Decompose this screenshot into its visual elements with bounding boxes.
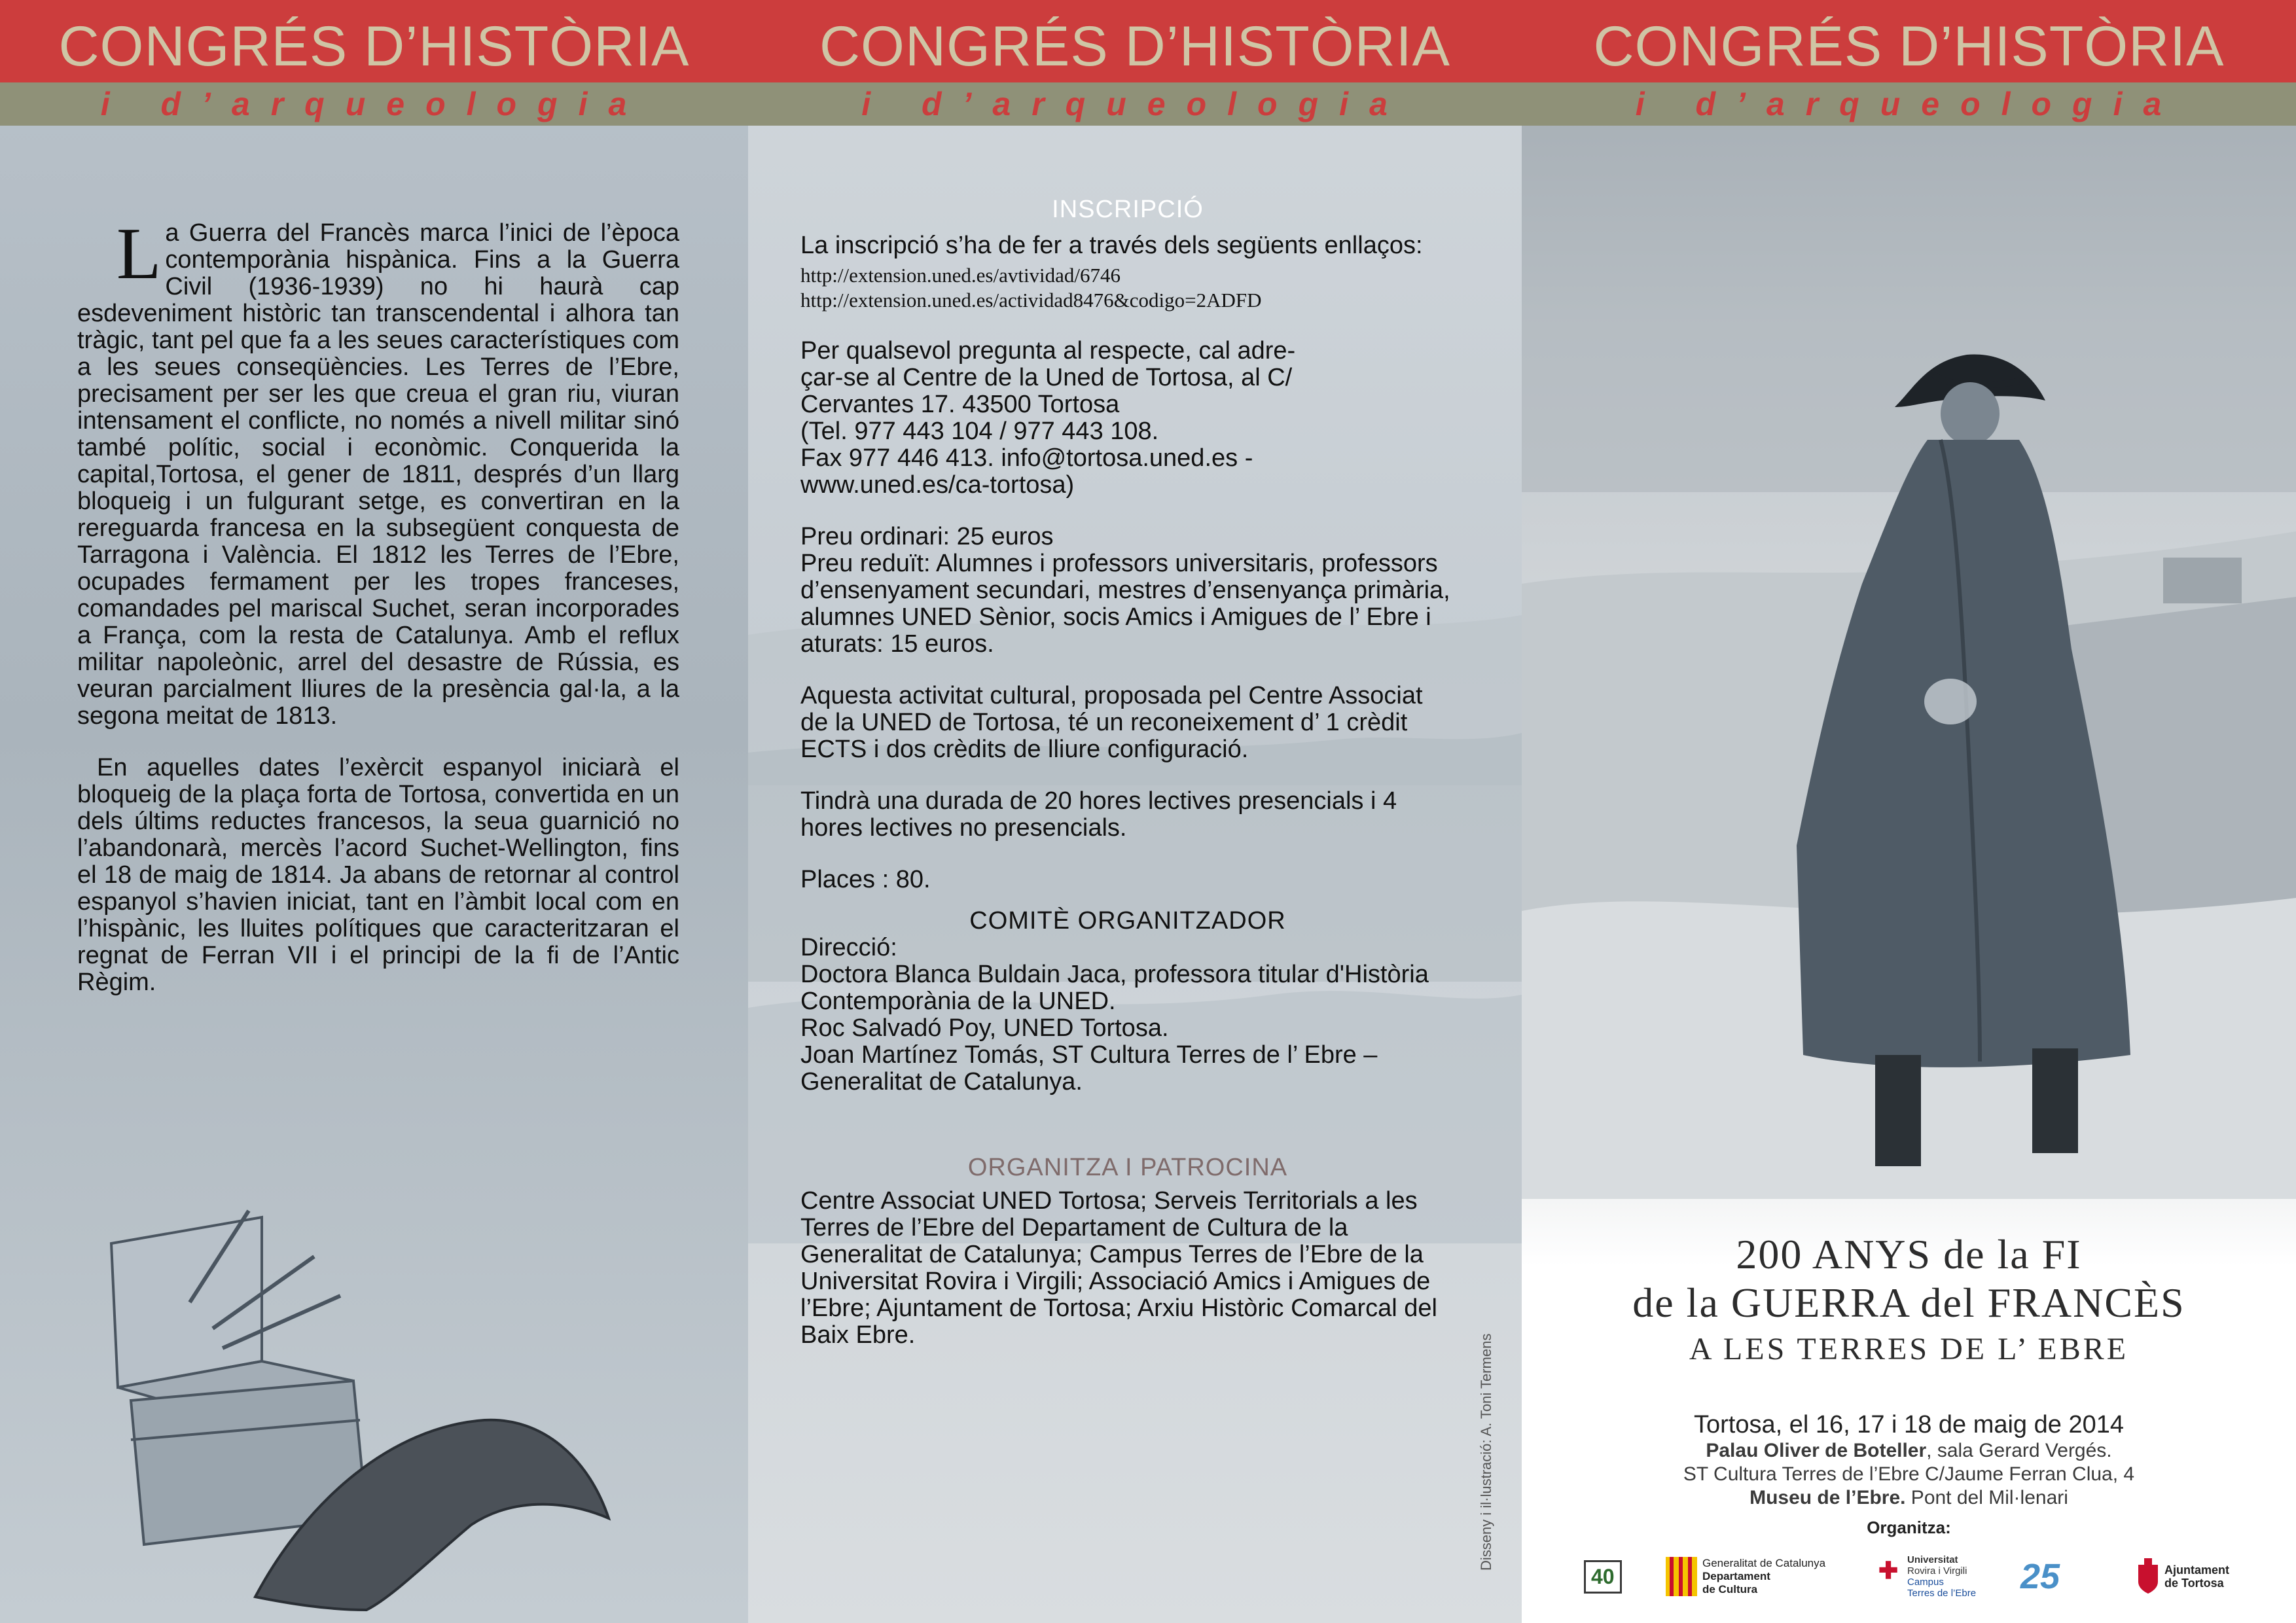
middle-panel — [748, 0, 1522, 1623]
contact-line-6: www.uned.es/ca-tortosa) — [800, 471, 1075, 499]
logo-40-mark: 40 — [1584, 1560, 1622, 1594]
price-ordinary: Preu ordinari: 25 euros — [800, 523, 1054, 550]
congress-subtitle: i d’arqueologia — [100, 86, 648, 122]
congress-subtitle: i d’arqueologia — [861, 86, 1408, 122]
congress-title: CONGRÉS D’HISTÒRIA — [1593, 15, 2225, 78]
chest-hat-illustration — [92, 1191, 648, 1610]
committee-line-1: Direcció: — [800, 934, 897, 961]
poster-title — [1522, 1230, 2296, 1372]
inscription-link-2[interactable]: http://extension.uned.es/actividad8476&codigo=2ADFD — [800, 289, 1262, 312]
committee-line-3: Roc Salvadó Poy, UNED Tortosa. — [800, 1014, 1169, 1042]
generalitat-line-1: Generalitat de Catalunya — [1702, 1557, 1826, 1569]
duration-text: Tindrà una durada de 20 hores lectives presencials i 4 hores lectives no presencials. — [800, 787, 1397, 842]
generalitat-flag-icon — [1666, 1557, 1697, 1596]
urv-emblem-icon: ✚ — [1878, 1557, 1899, 1584]
venue2: ST Cultura Terres de l’Ebre C/Jaume Ferran Clua, 4 — [1683, 1463, 2135, 1485]
organitza-label: Organitza: — [1867, 1518, 1951, 1537]
logo-25-mark: 25 — [2020, 1557, 2060, 1596]
urv-line-1: Universitat — [1907, 1554, 1958, 1565]
tortosa-crest-icon — [2137, 1558, 2159, 1595]
inscription-intro: La inscripció s’ha de fer a través dels següents enllaços: — [800, 232, 1423, 259]
congress-title: CONGRÉS D’HISTÒRIA — [819, 15, 1451, 78]
logo-ajuntament-tortosa — [2137, 1551, 2229, 1602]
ajuntament-line-2: de Tortosa — [2164, 1577, 2224, 1590]
inscription-link-1[interactable]: http://extension.uned.es/avtividad/6746 — [800, 264, 1121, 287]
logo-urv — [1878, 1551, 1976, 1602]
venue3-name: Museu de l’Ebre. — [1749, 1487, 1906, 1508]
napoleon-illustration — [1522, 126, 2296, 1199]
committee-title: COMITÈ ORGANITZADOR — [969, 907, 1286, 935]
napoleon-coat — [1797, 440, 2130, 1067]
title-line-1: 200 ANYS de la FI — [1736, 1231, 2082, 1277]
contact-line-4: (Tel. 977 443 104 / 977 443 108. — [800, 418, 1159, 445]
inscription-title: INSCRIPCIÓ — [1052, 196, 1204, 223]
venue3-location: Pont del Mil·lenari — [1905, 1487, 2068, 1508]
event-details — [1522, 1410, 2296, 1538]
contact-line-3: Cervantes 17. 43500 Tortosa — [800, 391, 1120, 418]
venue1-name: Palau Oliver de Boteller — [1706, 1440, 1927, 1461]
congress-title: CONGRÉS D’HISTÒRIA — [58, 15, 690, 78]
contact-line-1: Per qualsevol pregunta al respecte, cal adre- — [800, 337, 1296, 365]
credits-text: Aquesta activitat cultural, proposada pel Centre Associat de la UNED de Tortosa, té un reconeixement d’ 1 crèdit ECTS i dos crèdits de lliure configuració. — [800, 682, 1423, 763]
venue1-room: , sala Gerard Vergés. — [1926, 1440, 2112, 1461]
info-column — [800, 196, 1455, 1349]
intro-paragraph-1: a Guerra del Francès marca l’inici de l’època contemporània hispànica. Fins a la Guerra Civil (1936-1939) no hi haurà cap esdeveniment històric tan transcendental i alhora tan tràgic, tant pel que fa a les seues característiques com a les seues conseqüències. Les Terres de l’Ebre, precisament per ser les que creua el gran riu, viuran intensament el conflicte, no només a nivell militar sinó també polític, social i econòmic. Conquerida la capital,Tortosa, el gener de 1811, després d’un llarg bloqueig i un fulgurant setge, es convertiran en la rereguarda francesa en la subsegüent conquesta de Tarragona i València. El 1812 les Terres de l’Ebre, ocupades fermament per les tropes franceses, comandades pel mariscal Suchet, seran incorporades a França, com la resta de Catalunya. Amb el reflux militar napoleònic, arrel del desastre de Rússia, es veuran parcialment lliures de la presència gal·la, a la segona meitat de 1813. — [77, 219, 679, 730]
contact-line-5: Fax 977 446 413. info@tortosa.uned.es - — [800, 444, 1253, 472]
urv-line-2: Rovira i Virgili — [1907, 1565, 1967, 1577]
places-text: Places : 80. — [800, 866, 931, 893]
sponsor-text: Centre Associat UNED Tortosa; Serveis Territorials a les Terres de l’Ebre del Departament de Cultura de la Generalitat de Catalunya; Campus Terres de l’Ebre de la Universitat Rovira i Virgili; Associació Amics i Amigues de l’Ebre; Ajuntament de Tortosa; Arxiu Històric Comarcal del Baix Ebre. — [800, 1187, 1437, 1349]
urv-line-3: Campus — [1907, 1577, 1944, 1588]
intro-text — [77, 213, 679, 996]
design-credits: Disseny i il·lustració: A. Toni Termens — [1478, 1333, 1494, 1571]
price-reduced: Preu reduït: Alumnes i professors universitaris, professors d’ensenyament secundari, mestres d’ensenyança primària, alumnes UNED Sènior, socis Amics i Amigues de l’ Ebre i aturats: 15 euros. — [800, 550, 1450, 658]
sponsor-title: ORGANITZA I PATROCINA — [967, 1154, 1288, 1181]
contact-line-2: çar-se al Centre de la Uned de Tortosa, al C/ — [800, 364, 1293, 391]
dropcap: L — [117, 213, 162, 294]
generalitat-line-3: de Cultura — [1702, 1583, 1758, 1596]
intro-paragraph-2: En aquelles dates l’exèrcit espanyol iniciarà el bloqueig de la plaça forta de Tortosa, convertida en un dels últims reductes francesos, la seua guarnició no l’abandonarà, mercès l’acord Suchet-Wellington, fins el 18 de maig de 1814. Ja abans de retornar al control espanyol s’havien iniciat, tant en l’àmbit local com en l’hispànic, les lluites polítiques que caracteritzaran el regnat de Ferran VII i el principi de la fi de l’Antic Règim. — [77, 754, 679, 996]
committee-line-4: Joan Martínez Tomás, ST Cultura Terres de l’ Ebre – Generalitat de Catalunya. — [800, 1041, 1378, 1096]
logo-40-anys — [1584, 1551, 1622, 1602]
right-panel — [1522, 0, 2296, 1623]
generalitat-line-2: Departament — [1702, 1570, 1770, 1582]
logo-generalitat — [1666, 1551, 1825, 1602]
urv-line-4: Terres de l’Ebre — [1907, 1588, 1977, 1599]
left-panel — [0, 0, 748, 1623]
title-line-3: A LES TERRES DE L’ EBRE — [1689, 1332, 2129, 1366]
committee-line-2: Doctora Blanca Buldain Jaca, professora titular d'Història Contemporània de la UNED. — [800, 961, 1429, 1015]
ajuntament-line-1: Ajuntament — [2164, 1563, 2229, 1577]
congress-subtitle: i d’arqueologia — [1635, 86, 2183, 122]
title-line-2: de la GUERRA del FRANCÈS — [1632, 1279, 2185, 1326]
logo-25-anys — [2020, 1551, 2060, 1602]
event-date: Tortosa, el 16, 17 i 18 de maig de 2014 — [1693, 1411, 2124, 1438]
